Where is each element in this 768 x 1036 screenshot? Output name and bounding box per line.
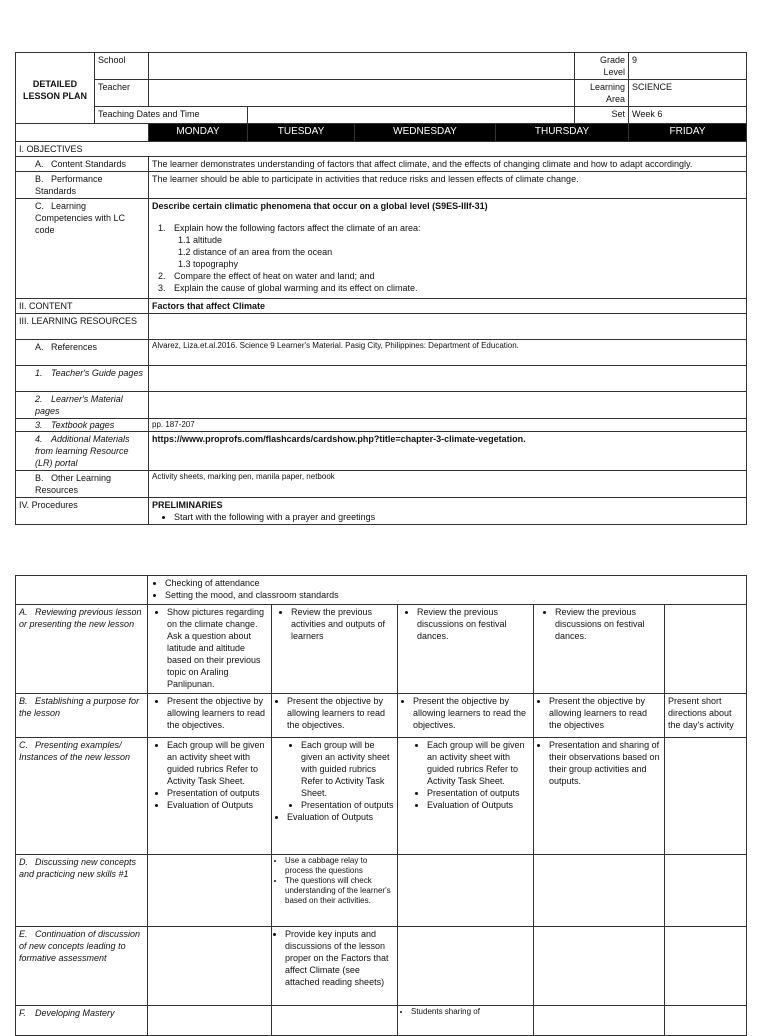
references-text: Alvarez, Liza.et.al.2016. Science 9 Learner's Material. Pasig City, Philippines: Department of Education. (149, 340, 747, 366)
list-item: • Students sharing of (411, 1007, 530, 1017)
preliminaries-cell (149, 498, 747, 525)
proc-f-thursday (534, 1006, 665, 1036)
area-label: Learning Area (575, 80, 629, 107)
proc-label-a: A. Reviewing previous lesson or presenting the new lesson (16, 605, 148, 694)
day-thursday: THURSDAY (496, 124, 629, 142)
proc-f-friday (665, 1006, 747, 1036)
competency-1-3: 1.3 topography (178, 259, 239, 269)
proc-a-monday (148, 605, 272, 694)
objectives-heading: I. OBJECTIVES (16, 142, 747, 157)
list-item: • Presentation and sharing of their observations based on their group activities and outputs. (549, 739, 661, 787)
list-item: • Presentation of outputs (301, 799, 394, 811)
list-item: • Show pictures regarding on the climate change. Ask a question about latitude and altitude based on their previous topic on Araling Panlipunan. (167, 606, 268, 690)
additional-materials-label: 4. Additional Materials from learning Resource (LR) portal (16, 432, 149, 471)
lesson-plan-table-page-2 (15, 575, 747, 1036)
proc-a-tuesday (272, 605, 398, 694)
proc-f-wednesday (398, 1006, 534, 1036)
competency-2: 2. Compare the effect of heat on water and land; and (158, 271, 375, 281)
grade-value: 9 (629, 53, 747, 80)
list-item: • Evaluation of Outputs (167, 799, 268, 811)
proc-e-tuesday (272, 927, 398, 1006)
proc-c-friday (665, 738, 747, 855)
proc-b-friday: Present short directions about the day's activity (665, 694, 747, 738)
list-item: • Present the objective by allowing learners to read the objectives. (287, 695, 394, 731)
proc-d-friday (665, 855, 747, 927)
school-label: School (95, 53, 149, 80)
day-friday: FRIDAY (629, 124, 747, 142)
proc-b-wednesday (398, 694, 534, 738)
competency-1: 1. Explain how the following factors affect the climate of an area: (158, 223, 421, 233)
area-value: SCIENCE (629, 80, 747, 107)
proc-a-thursday (534, 605, 665, 694)
proc-label-d: D. Discussing new concepts and practicing new skills #1 (16, 855, 148, 927)
grade-label: Grade Level (575, 53, 629, 80)
textbook-label: 3. Textbook pages (16, 419, 149, 432)
proc-e-thursday (534, 927, 665, 1006)
list-item: • Review the previous discussions on festival dances. (417, 606, 530, 642)
list-item: • Present the objective by allowing learners to read the objectives (549, 695, 661, 731)
learning-competencies-label: C. Learning Competencies with LC code (16, 199, 149, 299)
day-tuesday: TUESDAY (248, 124, 355, 142)
learning-resources-blank (149, 314, 747, 340)
prelim-blank (16, 576, 148, 605)
teachers-guide-value (149, 366, 747, 392)
dates-label: Teaching Dates and Time (95, 107, 248, 124)
days-blank (16, 124, 149, 142)
proc-c-monday (148, 738, 272, 855)
proc-d-thursday (534, 855, 665, 927)
references-label: A. References (16, 340, 149, 366)
procedures-heading: IV. Procedures (16, 498, 149, 525)
list-item: • Evaluation of Outputs (287, 811, 394, 823)
preliminaries-title: PRELIMINARIES (152, 500, 223, 510)
teacher-label: Teacher (95, 80, 149, 107)
proc-e-wednesday (398, 927, 534, 1006)
learning-competencies-text (149, 199, 747, 299)
proc-f-tuesday (272, 1006, 398, 1036)
additional-materials-value: https://www.proprofs.com/flashcards/cardshow.php?title=chapter-3-climate-vegetation. (149, 432, 747, 471)
preliminary-item: • Setting the mood, and classroom standards (165, 589, 743, 601)
lesson-plan-table-page-1 (15, 52, 747, 525)
prelim-continued-cell (148, 576, 747, 605)
competency-3: 3. Explain the cause of global warming and its effect on climate. (158, 283, 418, 293)
school-value (149, 53, 575, 80)
list-item: • Review the previous activities and outputs of learners (291, 606, 394, 642)
proc-a-friday (665, 605, 747, 694)
list-item: • Each group will be given an activity sheet with guided rubrics Refer to Activity Task Sheet. (427, 739, 530, 787)
other-resources-value: Activity sheets, marking pen, manila paper, netbook (149, 471, 747, 498)
list-item: • Evaluation of Outputs (427, 799, 530, 811)
content-heading: II. CONTENT (16, 299, 149, 314)
proc-b-monday (148, 694, 272, 738)
list-item: • Use a cabbage relay to process the questions (285, 856, 394, 876)
proc-e-friday (665, 927, 747, 1006)
proc-d-wednesday (398, 855, 534, 927)
proc-label-f: F. Developing Mastery (16, 1006, 148, 1036)
preliminary-item: • Checking of attendance (165, 577, 743, 589)
dates-value (248, 107, 575, 124)
learners-material-value (149, 392, 747, 419)
performance-standards-label: B. Performance Standards (16, 172, 149, 199)
list-item: • Review the previous discussions on festival dances. (555, 606, 661, 642)
learners-material-label: 2. Learner's Material pages (16, 392, 149, 419)
proc-label-e: E. Continuation of discussion of new concepts leading to formative assessment (16, 927, 148, 1006)
list-item: • Presentation of outputs (427, 787, 530, 799)
list-item: • Present the objective by allowing learners to read the objectives. (413, 695, 530, 731)
proc-label-b: B. Establishing a purpose for the lesson (16, 694, 148, 738)
day-wednesday: WEDNESDAY (355, 124, 496, 142)
other-resources-label: B. Other Learning Resources (16, 471, 149, 498)
proc-d-tuesday (272, 855, 398, 927)
dlp-label: DETAILED LESSON PLAN (16, 53, 95, 124)
proc-c-thursday (534, 738, 665, 855)
proc-f-monday (148, 1006, 272, 1036)
preliminary-item: • Start with the following with a prayer and greetings (174, 511, 743, 523)
proc-e-monday (148, 927, 272, 1006)
proc-c-wednesday (398, 738, 534, 855)
learning-resources-heading: III. LEARNING RESOURCES (16, 314, 149, 340)
content-standards-text: The learner demonstrates understanding of factors that affect climate, and the effects of changing climate and how to adapt accordingly. (149, 157, 747, 172)
day-monday: MONDAY (149, 124, 248, 142)
proc-c-tuesday (272, 738, 398, 855)
textbook-value: pp. 187-207 (149, 419, 747, 432)
competency-1-1: 1.1 altitude (178, 235, 223, 245)
competencies-title: Describe certain climatic phenomena that occur on a global level (S9ES-IIIf-31) (152, 201, 488, 211)
proc-label-c: C. Presenting examples/ Instances of the new lesson (16, 738, 148, 855)
proc-b-tuesday (272, 694, 398, 738)
proc-a-wednesday (398, 605, 534, 694)
proc-b-thursday (534, 694, 665, 738)
content-value: Factors that affect Climate (149, 299, 747, 314)
set-label: Set (575, 107, 629, 124)
set-value: Week 6 (629, 107, 747, 124)
proc-d-monday (148, 855, 272, 927)
list-item: • Present the objective by allowing learners to read the objectives. (167, 695, 268, 731)
competency-1-2: 1.2 distance of an area from the ocean (178, 247, 333, 257)
teacher-value (149, 80, 575, 107)
list-item: • Provide key inputs and discussions of the lesson proper on the Factors that affect Climate (see attached reading sheets) (285, 928, 394, 988)
performance-standards-text: The learner should be able to participate in activities that reduce risks and lessen effects of climate change. (149, 172, 747, 199)
list-item: • Presentation of outputs (167, 787, 268, 799)
content-standards-label: A. Content Standards (16, 157, 149, 172)
list-item: • Each group will be given an activity sheet with guided rubrics Refer to Activity Task Sheet. (167, 739, 268, 787)
teachers-guide-label: 1. Teacher's Guide pages (16, 366, 149, 392)
list-item: • Each group will be given an activity sheet with guided rubrics Refer to Activity Task Sheet. (301, 739, 394, 799)
list-item: • The questions will check understanding of the learner's based on their activities. (285, 876, 394, 906)
